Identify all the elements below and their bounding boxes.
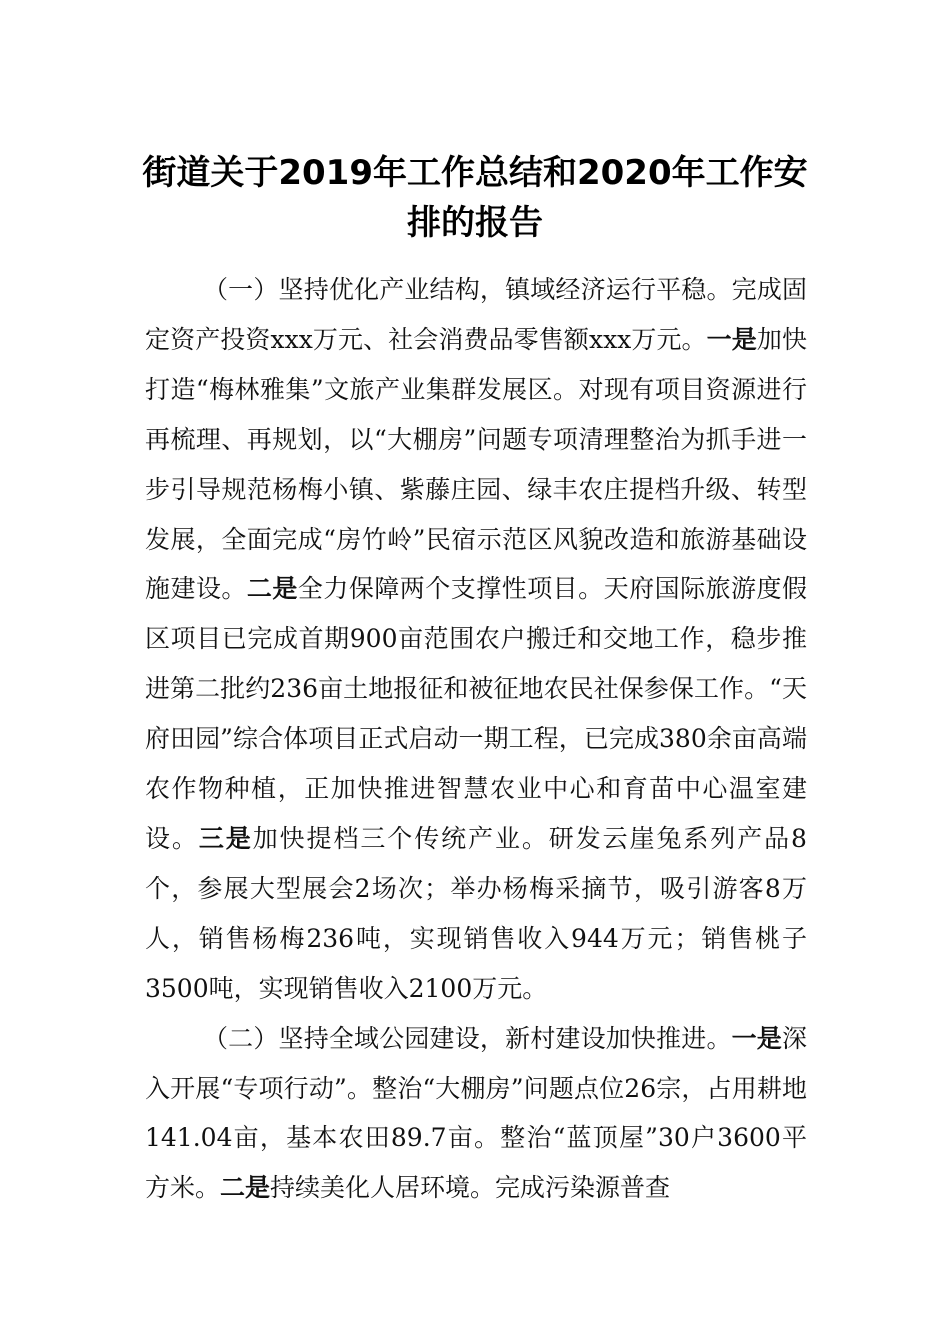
paragraph-text: 持续美化人居环境。完成污染源普查 [270, 1173, 671, 1203]
emphasis-text: 一是 [731, 1023, 782, 1053]
document-body [145, 265, 807, 1213]
emphasis-text: 一是 [706, 324, 757, 354]
paragraph-text: 全力保障两个支撑性项目。天府国际旅游度假区项目已完成首期900亩范围农户搬迁和交地工作，稳步推进第二批约236亩土地报征和被征地农民社保参保工作。“天府田园”综合体项目正式启动一期工程，已完成380余亩高端农作物种植，正加快推进智慧农业中心和育苗中心温室建设。 [145, 574, 807, 853]
paragraph-text: 加快提档三个传统产业。研发云崖兔系列产品8个，参展大型展会2场次；举办杨梅采摘节，吸引游客8万人，销售杨梅236吨，实现销售收入944万元；销售桃子3500吨，实现销售收入2100万元。 [145, 823, 807, 1003]
emphasis-text: 二是 [246, 574, 298, 604]
paragraph-text: 深入开展“专项行动”。整治“大棚房”问题点位26宗，占用耕地141.04亩，基本农田89.7亩。整治“蓝顶屋”30户3600平方米。 [145, 1023, 807, 1203]
paragraph-text: （一）坚持优化产业结构，镇域经济运行平稳。完成固定资产投资xxx万元、社会消费品零售额xxx万元。 [145, 275, 807, 354]
paragraph-text: 加快打造“梅林雅集”文旅产业集群发展区。对现有项目资源进行再梳理、再规划，以“大棚房”问题专项清理整治为抓手进一步引导规范杨梅小镇、紫藤庄园、绿丰农庄提档升级、转型发展，全面完成“房竹岭”民宿示范区风貌改造和旅游基础设施建设。 [145, 324, 807, 604]
document-title: 街道关于2019年工作总结和2020年工作安排的报告 [142, 153, 808, 243]
body-paragraph [145, 265, 807, 1014]
body-paragraph [145, 1014, 807, 1214]
emphasis-text: 三是 [198, 823, 253, 853]
emphasis-text: 二是 [220, 1173, 271, 1203]
paragraph-text: （二）坚持全域公园建设，新村建设加快推进。 [203, 1023, 732, 1053]
